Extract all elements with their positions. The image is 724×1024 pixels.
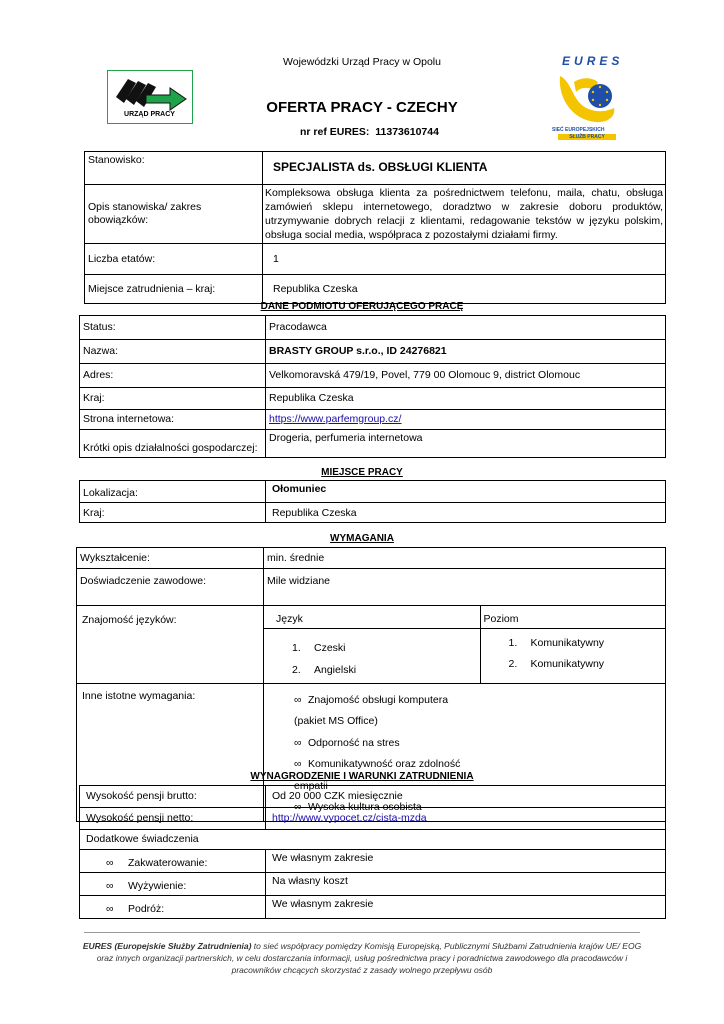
employer-label: Nazwa: xyxy=(80,340,266,364)
languages-table xyxy=(264,606,666,683)
etaty-value: 1 xyxy=(263,244,666,275)
opis-value: Kompleksowa obsługa klienta za pośrednictwem telefonu, maila, chatu, obsługa zamówień sklepu internetowego, doradztwo w zakresie doboru produktów, utrzymywanie dobrych relacji z klientami, redagowanie tekstów w języku polskim, obsługa social media, współpraca z pozostałymi działami firmy. xyxy=(263,185,666,244)
eures-letters: EURES xyxy=(562,54,624,68)
requirement-item: ∞ Odporność na stres xyxy=(294,733,470,755)
employer-label: Kraj: xyxy=(80,388,266,410)
languages-list-row xyxy=(264,628,666,683)
brutto-value: Od 20 000 CZK miesięcznie xyxy=(266,786,666,808)
miejsce-value: Republika Czeska xyxy=(263,275,666,304)
opis-label: Opis stanowiska/ zakres obowiązków: xyxy=(85,185,263,244)
employer-label: Status: xyxy=(80,316,266,340)
inne-label: Inne istotne wymagania: xyxy=(77,683,264,821)
benefit-row xyxy=(80,850,666,873)
requirement-item: ∞ Znajomość obsługi komputera (pakiet MS Office) xyxy=(294,690,470,733)
footer-divider xyxy=(84,932,640,933)
infinity-bullet-icon: ∞ xyxy=(294,736,302,749)
infinity-bullet-icon: ∞ xyxy=(106,857,114,869)
salary-table xyxy=(79,785,666,919)
workplace-table xyxy=(79,480,666,523)
requirements-section-title: WYMAGANIA xyxy=(330,533,394,544)
benefit-value: Na własny koszt xyxy=(266,873,666,896)
row-opis xyxy=(85,185,666,244)
kraj-label: Kraj: xyxy=(80,503,266,523)
netto-link[interactable]: http://www.vypocet.cz/cista-mzda xyxy=(272,812,427,824)
brutto-label: Wysokość pensji brutto: xyxy=(80,786,266,808)
language-item: 2. Angielski xyxy=(292,663,357,676)
row-brutto xyxy=(80,786,666,808)
wyksztalcenie-label: Wykształcenie: xyxy=(77,548,264,569)
employer-value: Republika Czeska xyxy=(266,388,666,410)
benefit-row xyxy=(80,896,666,919)
footer-bold: EURES (Europejskie Służby Zatrudnienia) xyxy=(82,941,252,951)
stanowisko-label: Stanowisko: xyxy=(85,152,263,185)
eures-caption-2: SŁUŻB PRACY xyxy=(558,134,616,140)
employer-row-opis xyxy=(80,430,666,458)
row-wyksztalcenie xyxy=(77,548,666,569)
benefit-value: We własnym zakresie xyxy=(266,850,666,873)
page-title: OFERTA PRACY - CZECHY xyxy=(266,99,458,116)
footer-text: EURES (Europejskie Służby Zatrudnienia) to sieć współpracy pomiędzy Komisją Europejską, Publicznymi Służbami Zatrudnienia krajów UE/ EOG oraz innych organizacji partnerskich, w celu dostarczania informacji, usług pośrednictwa pracy i poradnictwa zawodowego dla pracodawców i pracowników chcących skorzystać z zasady wolnego przepływu osób xyxy=(82,941,642,975)
doswiadczenie-label: Doświadczenie zawodowe: xyxy=(77,569,264,606)
office-name: Wojewódzki Urząd Pracy w Opolu xyxy=(283,56,441,68)
jezyki-label: Znajomość języków: xyxy=(77,606,264,684)
languages-header-row xyxy=(264,606,666,628)
benefit-label: ∞ Podróż: xyxy=(80,896,266,919)
workplace-section-title: MIEJSCE PRACY xyxy=(321,467,403,478)
level-item: 2. Komunikatywny xyxy=(508,657,605,670)
ref-value: 11373610744 xyxy=(375,126,439,138)
eures-logo xyxy=(548,54,628,144)
miejsce-label: Miejsce zatrudnienia – kraj: xyxy=(85,275,263,304)
employer-label: Strona internetowa: xyxy=(80,410,266,430)
employer-row-www xyxy=(80,410,666,430)
benefit-label: ∞ Zakwaterowanie: xyxy=(80,850,266,873)
employer-row-kraj xyxy=(80,388,666,410)
infinity-bullet-icon: ∞ xyxy=(294,693,302,706)
benefit-value: We własnym zakresie xyxy=(266,896,666,919)
row-netto xyxy=(80,808,666,830)
jezyk-header: Język xyxy=(264,606,480,628)
employer-value: Drogeria, perfumeria internetowa xyxy=(266,430,666,458)
employer-value: Pracodawca xyxy=(266,316,666,340)
employer-row-nazwa xyxy=(80,340,666,364)
logo-left-text: URZĄD PRACY xyxy=(124,111,175,118)
language-item: 1. Czeski xyxy=(292,641,346,654)
employer-table xyxy=(79,315,666,458)
requirement-item: ∞ Wysoka kultura osobista xyxy=(294,797,470,819)
row-doswiadczenie xyxy=(77,569,666,606)
employer-value: Velkomoravská 479/19, Povel, 779 00 Olomouc 9, district Olomouc xyxy=(266,364,666,388)
infinity-bullet-icon: ∞ xyxy=(106,903,114,915)
eures-caption-1: SIEĆ EUROPEJSKICH xyxy=(552,127,605,133)
row-dodatkowe xyxy=(80,830,666,850)
poziom-header: Poziom xyxy=(480,606,666,628)
row-kraj xyxy=(80,503,666,523)
employer-row-adres xyxy=(80,364,666,388)
benefit-label: ∞ Wyżywienie: xyxy=(80,873,266,896)
infinity-bullet-icon: ∞ xyxy=(106,880,114,892)
level-item: 1. Komunikatywny xyxy=(508,636,605,649)
row-miejsce xyxy=(85,275,666,304)
employer-row-status xyxy=(80,316,666,340)
salary-section-title: WYNAGRODZENIE I WARUNKI ZATRUDNIENIA xyxy=(250,771,474,782)
ref-line xyxy=(300,126,439,138)
row-stanowisko xyxy=(85,152,666,185)
stanowisko-value: SPECJALISTA ds. OBSŁUGI KLIENTA xyxy=(263,152,666,185)
benefit-row xyxy=(80,873,666,896)
lokalizacja-value: Ołomuniec xyxy=(266,481,666,503)
wyksztalcenie-value: min. średnie xyxy=(264,548,666,569)
employer-label: Krótki opis działalności gospodarczej: xyxy=(80,430,266,458)
doswiadczenie-value: Mile widziane xyxy=(264,569,666,606)
row-lokalizacja xyxy=(80,481,666,503)
requirement-item: ∞ Komunikatywność oraz zdolność empatii xyxy=(294,754,470,797)
lokalizacja-label: Lokalizacja: xyxy=(80,481,266,503)
position-table xyxy=(84,151,666,304)
infinity-bullet-icon: ∞ xyxy=(294,801,302,813)
dodatkowe-label: Dodatkowe świadczenia xyxy=(80,830,666,850)
employer-section-title: DANE PODMIOTU OFERUJĄCEGO PRACĘ xyxy=(260,301,464,312)
infinity-bullet-icon: ∞ xyxy=(294,758,302,770)
ref-label: nr ref EURES: xyxy=(300,126,370,138)
website-link[interactable]: https://www.parfemgroup.cz/ xyxy=(269,413,402,425)
netto-label: Wysokość pensji netto: xyxy=(80,808,266,830)
kraj-value: Republika Czeska xyxy=(266,503,666,523)
etaty-label: Liczba etatów: xyxy=(85,244,263,275)
employer-label: Adres: xyxy=(80,364,266,388)
row-etaty xyxy=(85,244,666,275)
eures-hand-icon xyxy=(554,68,618,126)
employer-value: BRASTY GROUP s.r.o., ID 24276821 xyxy=(266,340,666,364)
row-jezyki xyxy=(77,606,666,684)
